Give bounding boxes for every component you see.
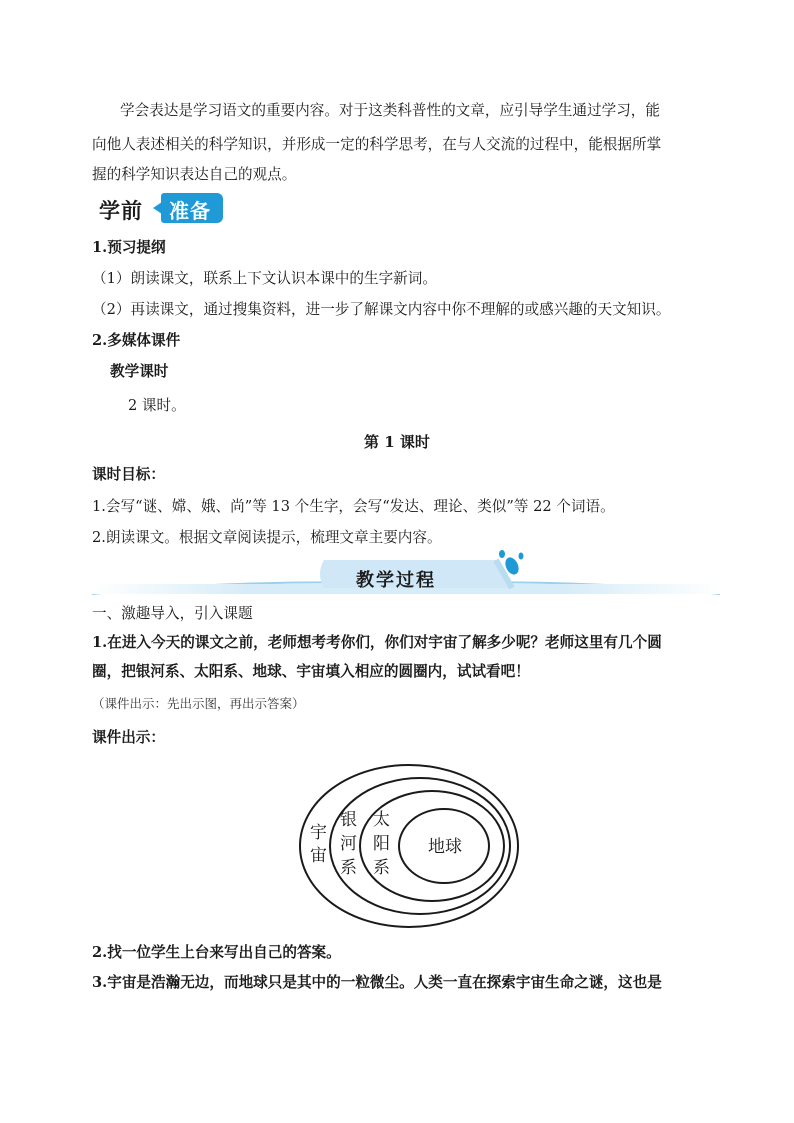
step-1-line-2: 圈，把银河系、太阳系、地球、宇宙填入相应的圆圈内，试试看吧！ — [92, 663, 530, 680]
section-badge-preparation — [99, 193, 229, 227]
badge-right-text: 准备 — [169, 199, 211, 223]
solar-char-1: 太 — [373, 810, 390, 830]
universe-char-1: 宇 — [310, 823, 327, 843]
solar-char-3: 系 — [373, 858, 390, 878]
section-1-heading: 一、激趣导入，引入课题 — [92, 605, 253, 622]
badge-left-text: 学前 — [99, 199, 143, 223]
solar-char-2: 阳 — [373, 834, 390, 854]
prep-heading-hours: 教学课时 — [110, 363, 169, 380]
prep-heading-outline: 1.预习提纲 — [92, 239, 166, 256]
goals-label: 课时目标： — [92, 466, 165, 483]
banner-label: 教学过程 — [356, 570, 436, 591]
teaching-process-banner — [92, 548, 720, 598]
intro-line-2: 向他人表述相关的科学知识，并形成一定的科学思考，在与人交流的过程中，能根据所掌 — [92, 136, 662, 153]
galaxy-char-1: 银 — [340, 810, 357, 830]
nested-circles-diagram — [298, 763, 520, 929]
badge-highlight — [161, 193, 223, 223]
courseware-note: （课件出示：先出示图，再出示答案） — [92, 696, 305, 711]
prep-hours: 2 课时。 — [128, 397, 186, 414]
prep-item-1: （1）朗读课文，联系上下文认识本课中的生字新词。 — [92, 270, 437, 287]
galaxy-char-3: 系 — [340, 858, 357, 878]
prep-item-2: （2）再读课文，通过搜集资料，进一步了解课文内容中你不理解的或感兴趣的天文知识。 — [92, 301, 671, 318]
goal-2: 2.朗读课文。根据文章阅读提示，梳理文章主要内容。 — [92, 529, 442, 546]
universe-char-2: 宙 — [310, 846, 327, 866]
galaxy-char-2: 河 — [340, 834, 357, 854]
step-2: 2.找一位学生上台来写出自己的答案。 — [92, 944, 341, 961]
goal-1: 1.会写“谜、嫦、娥、尚”等 13 个生字，会写“发达、理论、类似”等 22 个词语。 — [92, 498, 615, 515]
show-label: 课件出示： — [92, 729, 165, 746]
earth-label: 地球 — [428, 837, 462, 857]
intro-line-3: 握的科学知识表达自己的观点。 — [92, 166, 297, 183]
intro-line-1: 学会表达是学习语文的重要内容。对于这类科普性的文章，应引导学生通过学习，能 — [120, 102, 660, 119]
prep-heading-multimedia: 2.多媒体课件 — [92, 332, 181, 349]
step-3: 3.宇宙是浩瀚无边，而地球只是其中的一粒微尘。人类一直在探索宇宙生命之谜，这也是 — [92, 974, 662, 991]
galaxy-circle — [330, 778, 510, 914]
nested-circles-svg — [298, 763, 520, 929]
step-1-line-1: 1.在进入今天的课文之前，老师想考考你们，你们对宇宙了解多少呢？老师这里有几个圆 — [92, 634, 662, 651]
lesson-title: 第 1 课时 — [364, 433, 430, 451]
universe-circle — [300, 765, 518, 927]
